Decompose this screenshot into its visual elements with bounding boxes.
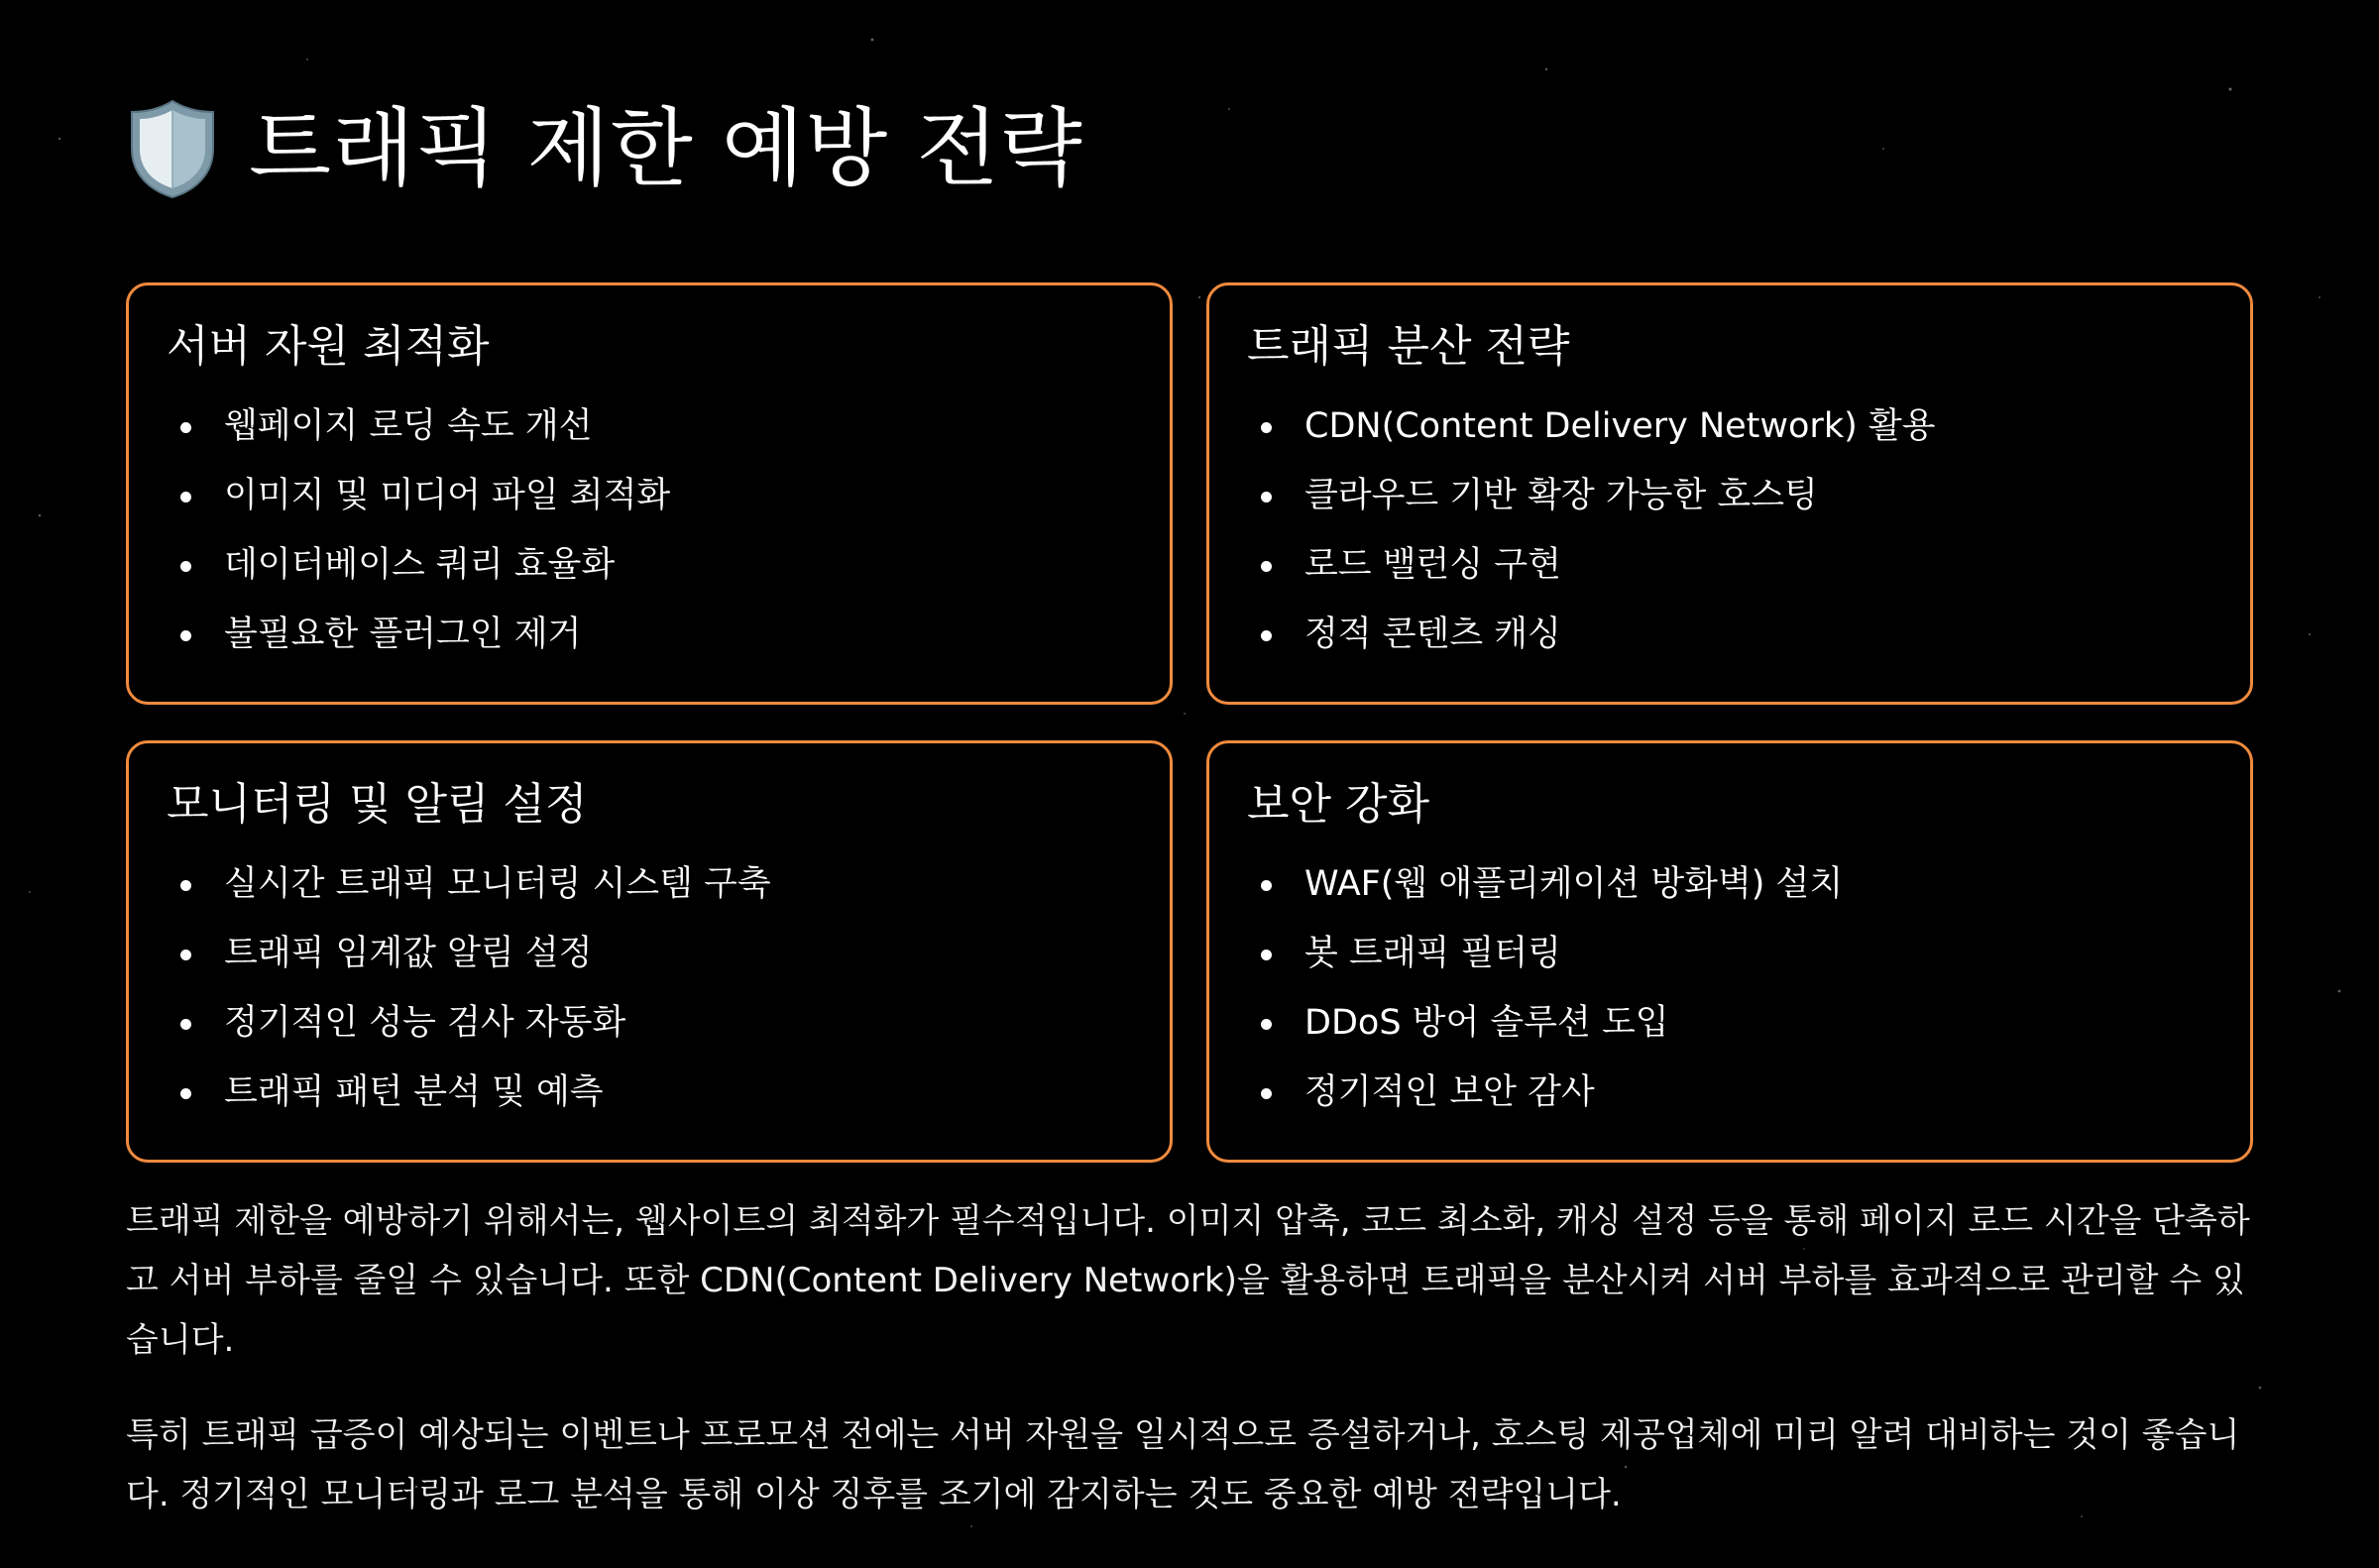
card-title: 서버 자원 최적화 (167, 321, 490, 372)
list-item: 트래픽 패턴 분석 및 예측 (167, 1058, 1132, 1127)
page-title: 트래픽 제한 예방 전략 (249, 99, 1083, 198)
slide (126, 89, 2253, 1514)
list-item: 데이터베이스 쿼리 효율화 (167, 530, 1132, 600)
list-item: 트래픽 임계값 알림 설정 (167, 919, 1132, 988)
card-monitoring-alerts (126, 740, 1173, 1163)
list-item: CDN(Content Delivery Network) 활용 (1247, 392, 2212, 461)
paragraph-optimization: 트래픽 제한을 예방하기 위해서는, 웹사이트의 최적화가 필수적입니다. 이미지 압축, 코드 최소화, 캐싱 설정 등을 통해 페이지 로드 시간을 단축하고 서버 부하를 줄일 수 있습니다. 또한 CDN(Content Delivery Network)을 활용하면 트래픽을 분산시켜 서버 부하를 효과적으로 관리할 수 있습니다. (126, 1201, 2250, 1360)
card-title: 모니터링 및 알림 설정 (167, 779, 588, 830)
list-item: 실시간 트래픽 모니터링 시스템 구축 (167, 849, 1132, 919)
title-row (126, 89, 2253, 208)
card-title: 트래픽 분산 전략 (1247, 321, 1570, 372)
description (126, 1191, 2253, 1560)
list-item: 불필요한 플러그인 제거 (167, 600, 1132, 669)
list-item: DDoS 방어 솔루션 도입 (1247, 988, 2212, 1058)
list-item: 클라우드 기반 확장 가능한 호스팅 (1247, 461, 2212, 530)
card-traffic-distribution (1206, 282, 2253, 705)
card-security (1206, 740, 2253, 1163)
list-item: 정기적인 보안 감사 (1247, 1058, 2212, 1127)
list-item: 웹페이지 로딩 속도 개선 (167, 392, 1132, 461)
list-item: 정기적인 성능 검사 자동화 (167, 988, 1132, 1058)
list-item: 봇 트래픽 필터링 (1247, 919, 2212, 988)
card-server-optimization (126, 282, 1173, 705)
list-item: 로드 밸런싱 구현 (1247, 530, 2212, 600)
card-list (167, 849, 1132, 1127)
shield-icon (126, 97, 219, 200)
list-item: 정적 콘텐츠 캐싱 (1247, 600, 2212, 669)
strategy-grid (126, 282, 2253, 1163)
card-list (167, 392, 1132, 669)
list-item: 이미지 및 미디어 파일 최적화 (167, 461, 1132, 530)
card-list (1247, 392, 2212, 669)
card-list (1247, 849, 2212, 1127)
list-item: WAF(웹 애플리케이션 방화벽) 설치 (1247, 849, 2212, 919)
card-title: 보안 강화 (1247, 779, 1430, 830)
paragraph-preparation: 특히 트래픽 급증이 예상되는 이벤트나 프로모션 전에는 서버 자원을 일시적으로 증설하거나, 호스팅 제공업체에 미리 알려 대비하는 것이 좋습니다. 정기적인 모니터링과 로그 분석을 통해 이상 징후를 조기에 감지하는 것도 중요한 예방 전략입니다. (126, 1415, 2240, 1514)
